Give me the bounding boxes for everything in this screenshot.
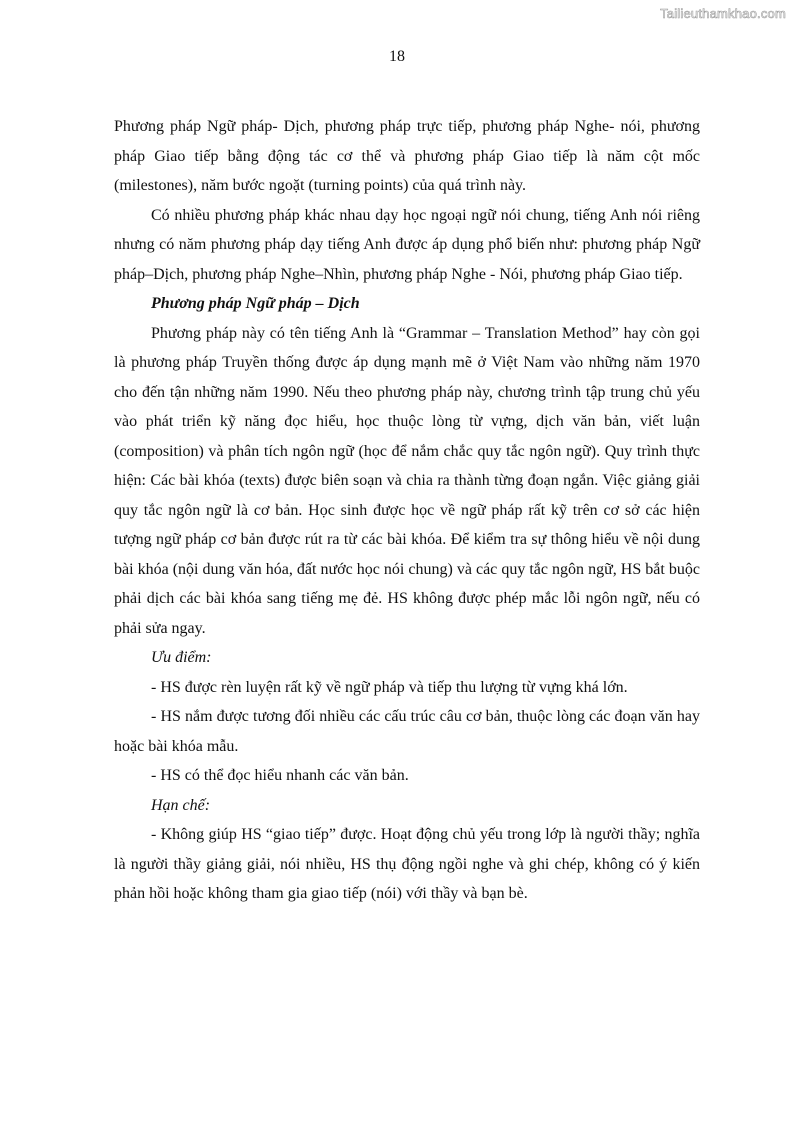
advantages-label: Ưu điểm: <box>151 649 212 666</box>
paragraph-five-methods: Có nhiều phương pháp khác nhau dạy học ngoại ngữ nói chung, tiếng Anh nói riêng nhưng có năm phương pháp dạy tiếng Anh được áp dụng phổ biến như: phương pháp Ngữ pháp–Dịch, phương pháp Nghe–Nhìn, phương pháp Nghe - Nói, phương pháp Giao tiếp. <box>114 206 700 283</box>
paragraph-milestones: Phương pháp Ngữ pháp- Dịch, phương pháp trực tiếp, phương pháp Nghe- nói, phương pháp Giao tiếp bằng động tác cơ thể và phương pháp Giao tiếp là năm cột mốc (milestones), năm bước ngoặt (turning points) của quá trình này. <box>114 118 700 194</box>
advantage-item: - HS được rèn luyện rất kỹ về ngữ pháp và tiếp thu lượng từ vựng khá lớn. <box>151 678 628 696</box>
limitations-label: Hạn chế: <box>151 796 211 814</box>
paragraph-method-description: Phương pháp này có tên tiếng Anh là “Grammar – Translation Method” hay còn gọi là phương pháp Truyền thống được áp dụng mạnh mẽ ở Việt Nam vào những năm 1970 cho đến tận những năm 1990. Nếu theo phương pháp này, chương trình tập trung chủ yếu vào phát triển kỹ năng đọc hiểu, học thuộc lòng từ vựng, dịch văn bản, viết luận (composition) và phân tích ngôn ngữ (học để nắm chắc quy tắc ngôn ngữ). Quy trình thực hiện: Các bài khóa (texts) được biên soạn và chia ra thành từng đoạn ngắn. Việc giảng giải quy tắc ngôn ngữ là cơ bản. Học sinh được học về ngữ pháp rất kỹ trên cơ sở các hiện tượng ngữ pháp cơ bản được rút ra từ các bài khóa. Để kiểm tra sự thông hiểu về nội dung bài khóa (nội dung văn hóa, đất nước học nói chung) và các quy tắc ngôn ngữ, HS bắt buộc phải dịch các bài khóa sang tiếng mẹ đẻ. HS không được phép mắc lỗi ngôn ngữ, nếu có phải sửa ngay. <box>114 324 700 637</box>
advantage-item: - HS có thể đọc hiểu nhanh các văn bản. <box>151 767 409 784</box>
page-number: 18 <box>389 48 405 65</box>
watermark: Tailieuthamkhao.com <box>660 6 786 21</box>
advantage-item: - HS nắm được tương đối nhiều các cấu trúc câu cơ bản, thuộc lòng các đoạn văn hay hoặc bài khóa mẫu. <box>114 708 700 755</box>
document-body <box>114 112 700 909</box>
section-heading: Phương pháp Ngữ pháp – Dịch <box>151 295 360 312</box>
limitation-item: - Không giúp HS “giao tiếp” được. Hoạt động chủ yếu trong lớp là người thầy; nghĩa là người thầy giảng giải, nói nhiều, HS thụ động ngồi nghe và ghi chép, không có ý kiến phản hồi hoặc không tham gia giao tiếp (nói) với thầy và bạn bè. <box>114 826 700 902</box>
